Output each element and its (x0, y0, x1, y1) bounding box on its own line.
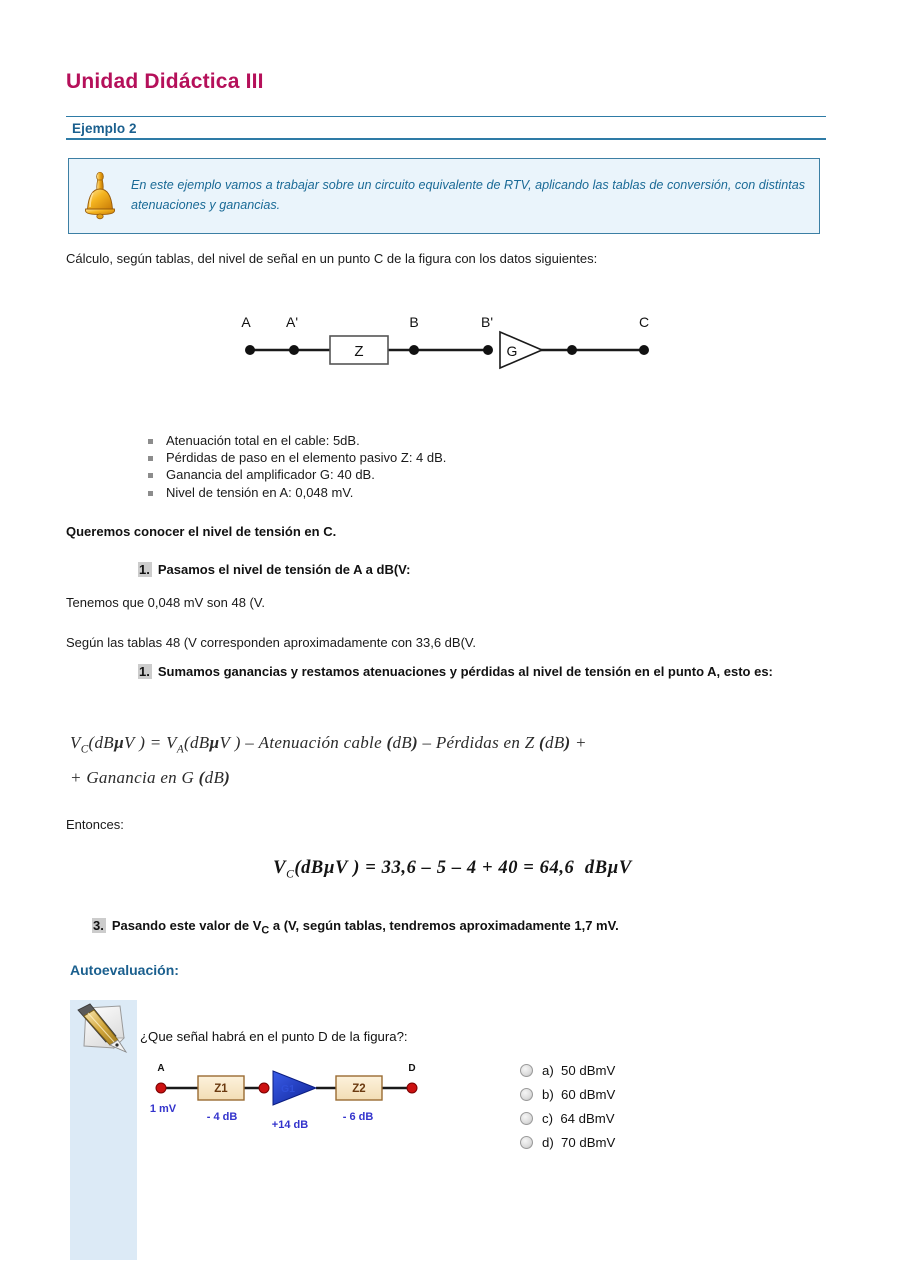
step-1-text: Pasamos el nivel de tensión de A a dB(V: (157, 562, 411, 577)
option-label-b: b) 60 dBmV (542, 1086, 616, 1102)
step-3-subscript: C (261, 924, 270, 937)
svg-text:+14 dB: +14 dB (271, 1119, 309, 1131)
option-row-a[interactable] (520, 1058, 615, 1082)
svg-text:1 mV: 1 mV (149, 1103, 177, 1115)
callout-box (68, 158, 820, 234)
svg-text:A: A (241, 314, 251, 330)
list-item: Pérdidas de paso en el elemento pasivo Z: 4 dB. (146, 449, 446, 466)
mu-glyph: µ (607, 858, 619, 878)
formula-result-units: dBµV (584, 858, 632, 878)
step-3-number: 3. (93, 918, 104, 933)
svg-text:B: B (409, 314, 419, 330)
list-item: Nivel de tensión en A: 0,048 mV. (146, 484, 446, 501)
data-bullet-list (146, 432, 446, 501)
svg-text:Z2: Z2 (352, 1083, 366, 1095)
list-item: Ganancia del amplificador G: 40 dB. (146, 466, 446, 483)
svg-text:A': A' (285, 314, 299, 330)
option-label-c: c) 64 dBmV (542, 1110, 615, 1126)
paragraph-tenemos: Tenemos que 0,048 mV son 48 (V. (66, 595, 265, 610)
radio-option-c[interactable] (520, 1112, 533, 1125)
option-label-d: d) 70 dBmV (542, 1134, 616, 1150)
bell-icon (69, 171, 131, 221)
paragraph-segun: Según las tablas 48 (V corresponden aproximadamente con 33,6 dB(V. (66, 635, 477, 650)
step-2-text: Sumamos ganancias y restamos atenuaciones y pérdidas al nivel de tensión en el punto A, esto es: (157, 664, 773, 679)
formula-v-c: $V_C$ (70, 733, 89, 756)
mu-glyph: µ (113, 733, 125, 752)
formula-term-perdidas: Pérdidas en Z (435, 733, 535, 752)
circuit-diagram-1 (232, 300, 660, 415)
circuit-diagram-2 (140, 1058, 430, 1144)
option-row-c[interactable] (520, 1106, 615, 1130)
answer-options (520, 1058, 615, 1154)
step-3 (92, 916, 619, 939)
step-1-number: 1. (139, 562, 150, 577)
mu-glyph: µ (209, 733, 220, 752)
formula-general-line2: + Ganancia en G (dB) (70, 768, 231, 788)
svg-text:A: A (157, 1063, 165, 1074)
svg-text:Z1: Z1 (214, 1083, 228, 1095)
formula-term-ganancia: Ganancia en G (86, 768, 195, 788)
step-3-text-a: Pasando este valor de V (111, 918, 262, 933)
radio-option-d[interactable] (520, 1136, 533, 1149)
goal-statement: Queremos conocer el nivel de tensión en C. (66, 524, 337, 539)
svg-text:B': B' (480, 314, 494, 330)
section-label: Ejemplo 2 (72, 121, 137, 136)
section-header (66, 116, 826, 140)
option-label-a: a) 50 dBmV (542, 1062, 616, 1078)
svg-text:G: G (506, 343, 518, 359)
option-row-b[interactable] (520, 1082, 615, 1106)
radio-option-b[interactable] (520, 1088, 533, 1101)
step-3-text-b: a (V, según tablas, tendremos aproximadamente 1,7 mV. (269, 918, 619, 933)
radio-option-a[interactable] (520, 1064, 533, 1077)
svg-text:D: D (408, 1063, 416, 1074)
option-row-d[interactable] (520, 1130, 615, 1154)
formula-result-lhs: $V_C(dB\mu V$ ) = (273, 858, 382, 881)
step-2-number: 1. (139, 664, 150, 679)
svg-text:- 6 dB: - 6 dB (342, 1111, 374, 1123)
mu-glyph: µ (323, 858, 336, 878)
svg-text:C: C (638, 314, 650, 330)
autoevaluacion-title: Autoevaluación: (70, 962, 179, 978)
svg-text:Z: Z (354, 343, 364, 360)
intro-paragraph: Cálculo, según tablas, del nivel de señal en un punto C de la figura con los datos siguientes: (66, 251, 598, 266)
formula-v-a: $V_A$ (166, 733, 184, 756)
step-2 (138, 662, 828, 682)
formula-general-line1: $V_C(dB\mu V$ ) = $V_A(dB\mu V$ ) – Atenuación cable (dB) – Pérdidas en Z (dB) + (70, 733, 587, 756)
list-item: Atenuación total en el cable: 5dB. (146, 432, 446, 449)
svg-text:- 4 dB: - 4 dB (206, 1111, 238, 1123)
paragraph-entonces: Entonces: (66, 817, 124, 832)
page-title: Unidad Didáctica III (66, 70, 264, 93)
section-rule-bottom (66, 138, 826, 140)
callout-text: En este ejemplo vamos a trabajar sobre un circuito equivalente de RTV, aplicando las tablas de conversión, con distintas atenuaciones y ganancias. (131, 178, 805, 212)
formula-result-expression: 33,6 – 5 – 4 + 40 = 64,6 (381, 858, 575, 878)
svg-text:G1: G1 (280, 1083, 296, 1095)
pen-document-icon (70, 1000, 136, 1056)
autoevaluacion-question: ¿Que señal habrá en el punto D de la figura?: (140, 1029, 408, 1044)
formula-general (70, 726, 860, 794)
formula-result (0, 858, 905, 881)
step-1 (138, 560, 410, 580)
formula-term-atenuacion: Atenuación cable (258, 733, 382, 752)
